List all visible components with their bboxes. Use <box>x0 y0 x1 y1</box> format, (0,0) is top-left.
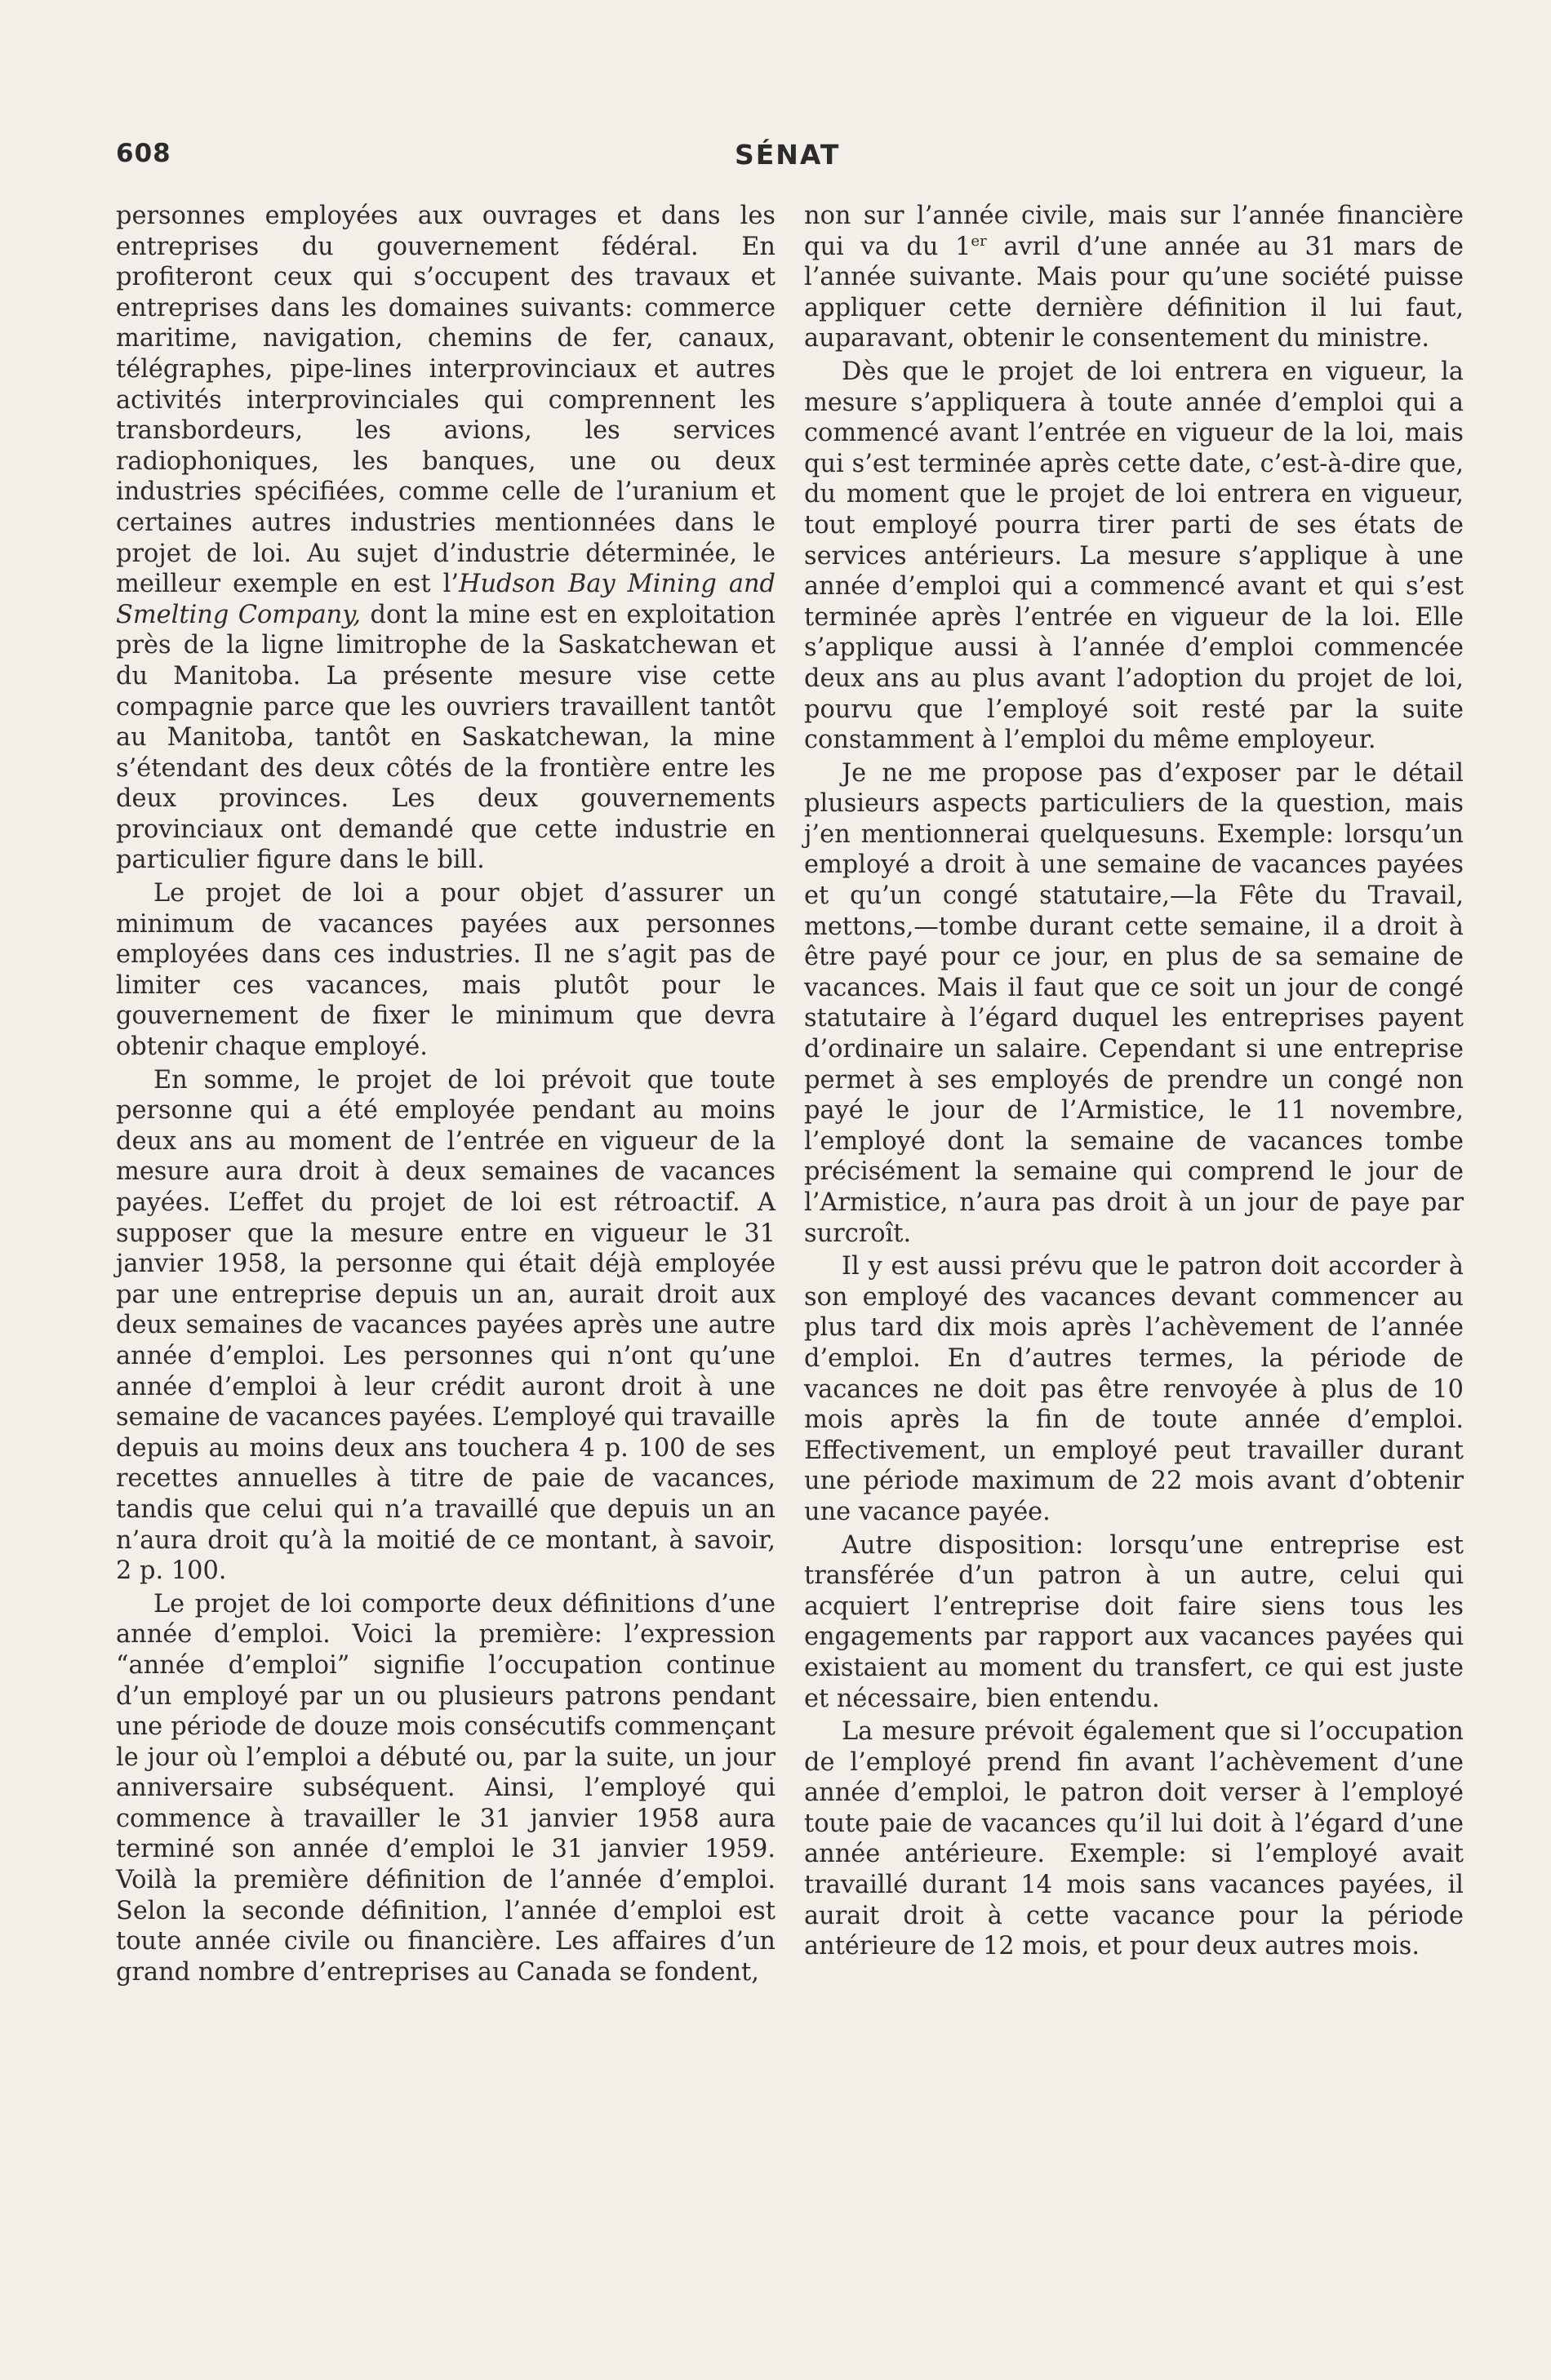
running-head: SÉNAT <box>735 139 841 171</box>
paragraph: Je ne me propose pas d’exposer par le détail plusieurs aspects particuliers de la question, mais j’en mentionnerai quelquesuns. Exemple: lorsqu’un employé a droit à une semaine de vacances payées et qu’un congé statutaire,—la Fête du Travail, mettons,—tombe durant cette semaine, il a droit à être payé pour ce jour, en plus de sa semaine de vacances. Mais il faut que ce soit un jour de congé statutaire à l’égard duquel les entreprises payent d’ordinaire un salaire. Cependant si une entreprise permet à ses employés de prendre un congé non payé le jour de l’Armistice, le 11 novembre, l’employé dont la semaine de vacances tombe précisément la semaine qui comprend le jour de l’Armistice, n’aura pas droit à un jour de paye par surcroît. <box>804 758 1464 1248</box>
paragraph: En somme, le projet de loi prévoit que toute personne qui a été employée pendant au moins deux ans au moment de l’entrée en vigueur de la mesure aura droit à deux semaines de vacances payées. L’effet du projet de loi est rétroactif. A supposer que la mesure entre en vigueur le 31 janvier 1958, la personne qui était déjà employée par une entreprise depuis un an, aurait droit aux deux semaines de vacances payées après une autre année d’emploi. Les personnes qui n’ont qu’une année d’emploi à leur crédit auront droit à une semaine de vacances payées. L’employé qui travaille depuis au moins deux ans touchera 4 p. 100 de ses recettes annuelles à titre de paie de vacances, tandis que celui qui n’a travaillé que depuis un an n’aura droit qu’à la moitié de ce montant, à savoir, 2 p. 100. <box>116 1065 776 1586</box>
paragraph: La mesure prévoit également que si l’occupation de l’employé prend fin avant l’achèvement d’une année d’emploi, le patron doit verser à l’employé toute paie de vacances qu’il lui doit à l’égard d’une année antérieure. Exemple: si l’employé avait travaillé durant 14 mois sans vacances payées, il aurait droit à cette vacance pour la période antérieure de 12 mois, et pour deux autres mois. <box>804 1717 1464 1961</box>
right-column <box>804 201 1464 1962</box>
superscript: er <box>971 232 987 250</box>
text-run: non sur l’année civile, mais sur l’année financière qui va du 1 <box>804 202 1464 261</box>
paragraph <box>116 201 776 876</box>
page-number: 608 <box>116 139 171 168</box>
paragraph <box>804 201 1464 354</box>
paragraph: Le projet de loi comporte deux définitions d’une année d’emploi. Voici la première: l’expression “année d’emploi” signifie l’occupation continue d’un employé par un ou plusieurs patrons pendant une période de douze mois consécutifs commençant le jour où l’emploi a débuté ou, par la suite, un jour anniversaire subséquent. Ainsi, l’employé qui commence à travailler le 31 janvier 1958 aura terminé son année d’emploi le 31 janvier 1959. Voilà la première définition de l’année d’emploi. Selon la seconde définition, l’année d’emploi est toute année civile ou financière. Les affaires d’un grand nombre d’entreprises au Canada se fondent, <box>116 1589 776 1987</box>
paragraph: Le projet de loi a pour objet d’assurer un minimum de vacances payées aux personnes employées dans ces industries. Il ne s’agit pas de limiter ces vacances, mais plutôt pour le gouvernement de fixer le minimum que devra obtenir chaque employé. <box>116 879 776 1062</box>
paragraph: Il y est aussi prévu que le patron doit accorder à son employé des vacances devant commencer au plus tard dix mois après l’achèvement de l’année d’emploi. En d’autres termes, la période de vacances ne doit pas être renvoyée à plus de 10 mois après la fin de toute année d’emploi. Effectivement, un employé peut travailler durant une période maximum de 22 mois avant d’obtenir une vacance payée. <box>804 1252 1464 1526</box>
left-column <box>116 201 776 1987</box>
text-run: dont la mine est en exploitation près de la ligne limitrophe de la Saskatchewan et du Manitoba. La présente mesure vise cette compagnie parce que les ouvriers travaillent tantôt au Manitoba, tantôt en Saskatchewan, la mine s’étendant des deux côtés de la frontière entre les deux provinces. Les deux gouvernements provinciaux ont demandé que cette industrie en particulier figure dans le bill. <box>116 600 776 875</box>
text-run: personnes employées aux ouvrages et dans les entreprises du gouvernement fédéral. En profiteront ceux qui s’occupent des travaux et entreprises dans les domaines suivants: commerce maritime, navigation, chemins de fer, canaux, télégraphes, pipe-lines interprovinciaux et autres activités interprovinciales qui comprennent les transbordeurs, les avions, les services radiophoniques, les banques, une ou deux industries spécifiées, comme celle de l’uranium et certaines autres industries mentionnées dans le projet de loi. Au sujet d’industrie déterminée, le meilleur exemple en est l’ <box>116 202 776 599</box>
paragraph: Dès que le projet de loi entrera en vigueur, la mesure s’appliquera à toute année d’emploi qui a commencé avant l’entrée en vigueur de la loi, mais qui s’est terminée après cette date, c’est-à-dire que, du moment que le projet de loi entrera en vigueur, tout employé pourra tirer parti de ses états de services antérieurs. La mesure s’applique à une année d’emploi qui a commencé avant et qui s’est terminée après l’entrée en vigueur de la loi. Elle s’applique aussi à l’année d’emploi commencée deux ans au plus avant l’adoption du projet de loi, pourvu que l’employé soit resté par la suite constamment à l’emploi du même employeur. <box>804 357 1464 755</box>
text-run: avril d’une année au 31 mars de l’année suivante. Mais pour qu’une société puisse appliquer cette dernière définition il lui faut, auparavant, obtenir le consentement du ministre. <box>804 232 1464 353</box>
paragraph: Autre disposition: lorsqu’une entreprise est transférée d’un patron à un autre, celui qui acquiert l’entreprise doit faire siens tous les engagements par rapport aux vacances payées qui existaient au moment du transfert, ce qui est juste et nécessaire, bien entendu. <box>804 1530 1464 1713</box>
page-header <box>116 139 1463 180</box>
italic-run: Hudson Bay Mining and Smelting Company, <box>116 570 776 629</box>
